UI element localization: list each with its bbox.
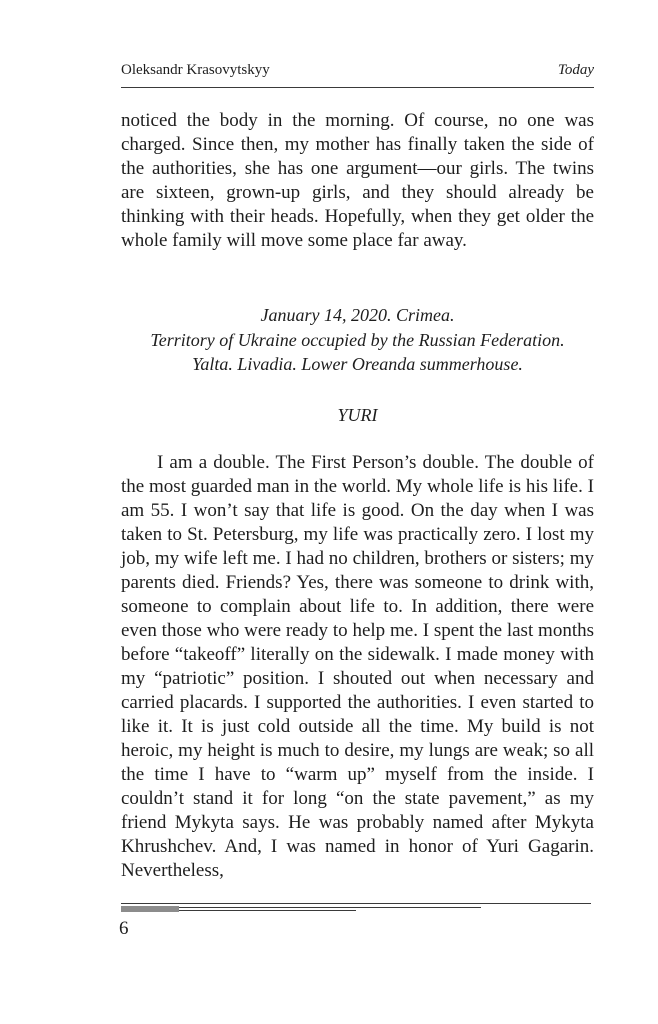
header-rule xyxy=(121,87,594,88)
footer-rule xyxy=(121,903,591,904)
dateline-line: Territory of Ukraine occupied by the Russian Federation. xyxy=(150,329,565,350)
footer-rule xyxy=(179,907,481,908)
footer-rule xyxy=(179,910,356,911)
footer-ornament xyxy=(121,903,594,915)
running-header-section: Today xyxy=(557,62,594,78)
dateline-line: Yalta. Livadia. Lower Oreanda summerhouse. xyxy=(192,354,523,374)
dateline xyxy=(121,303,594,377)
body-paragraph: noticed the body in the morning. Of course, no one was charged. Since then, my mother has finally taken the side of the authorities, she has one argument—our girls. The twins are sixteen, grown-up girls, and they should already be thinking with their heads. Hopefully, when they get older the whole family will move some place far away. xyxy=(121,110,594,251)
footer-block xyxy=(121,906,179,912)
running-header xyxy=(121,62,594,84)
running-header-author: Oleksandr Krasovytskyy xyxy=(121,62,270,78)
chapter-heading: YURI xyxy=(337,405,378,425)
body-paragraph: I am a double. The First Person’s double. The double of the most guarded man in the world. My whole life is his life. I am 55. I won’t say that life is good. On the day when I was taken to St. Petersburg, my life was practically zero. I lost my job, my wife left me. I had no children, brothers or sisters; my parents died. Friends? Yes, there was someone to drink with, someone to complain about life to. In addition, there were even those who were ready to help me. I spent the last months before “takeoff” literally on the sidewalk. I made money with my “patriotic” position. I shouted out when necessary and carried placards. I supported the authorities. I even started to like it. It is just cold outside all the time. My build is not heroic, my height is much to desire, my lungs are weak; so all the time I have to “warm up” myself from the inside. I couldn’t stand it for long “on the state pavement,” as my friend Mykyta says. He was probably named after Mykyta Khrushchev. And, I was named in honor of Yuri Gagarin. Nevertheless, xyxy=(121,452,594,881)
page-number: 6 xyxy=(119,918,129,939)
dateline-line: January 14, 2020. Crimea. xyxy=(260,305,455,325)
